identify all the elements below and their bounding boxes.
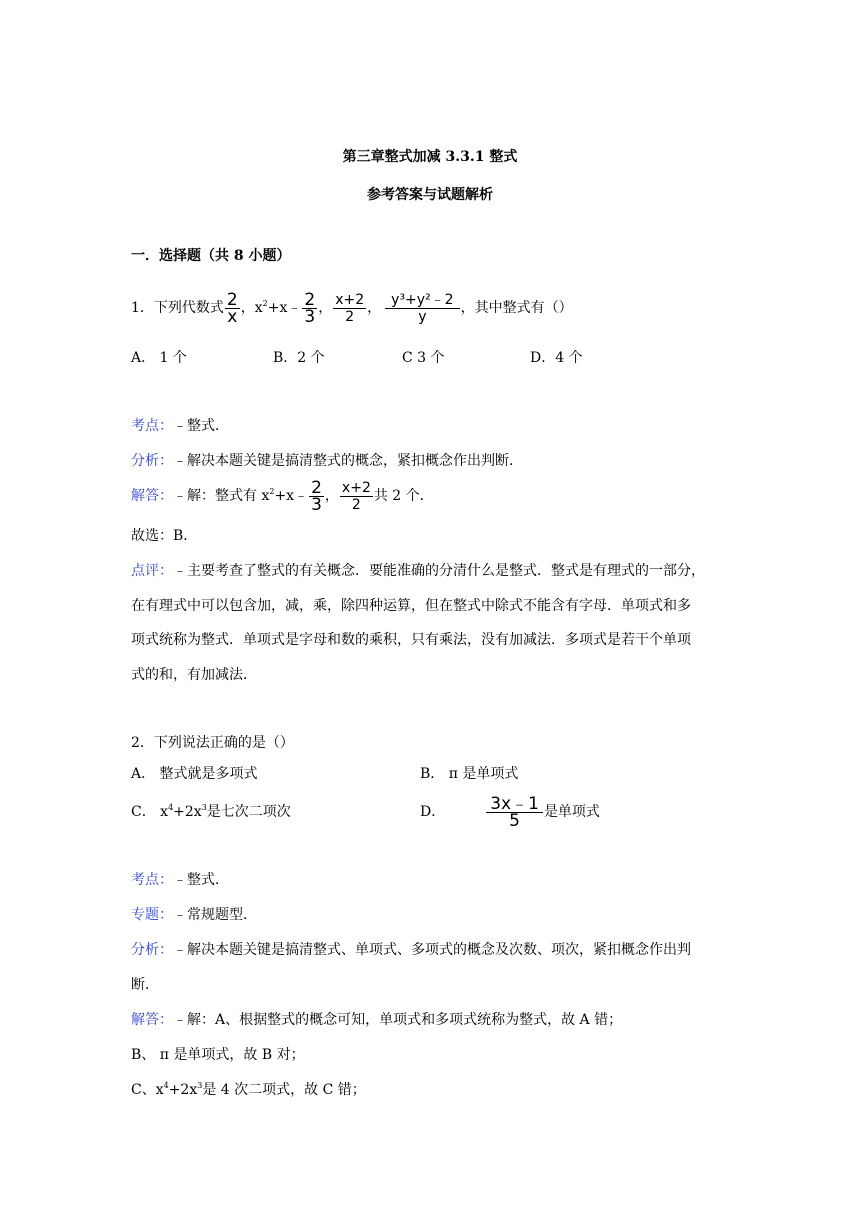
q2-option-b: B． π 是单项式 bbox=[420, 766, 519, 782]
q1-option-a: A． 1 个 bbox=[131, 350, 187, 366]
jieda-label: 解答： bbox=[131, 488, 173, 504]
q2-fenxi-line-1 bbox=[131, 940, 691, 960]
q1-term-exponent: 2 bbox=[262, 299, 268, 308]
q1-fraction-4: $\frac{\text{y³+y²﹣2}}{y}$ bbox=[385, 292, 459, 325]
q1-jieda bbox=[131, 478, 434, 514]
q2-jieda-line-3: C、$x^4+2x^3$是 4 次二项式，故 C 错； bbox=[131, 1081, 366, 1098]
jieda-fraction-1: $\frac{2}{3}$ bbox=[311, 477, 322, 515]
q2-option-a: A． 整式就是多项式 bbox=[131, 766, 258, 782]
q2-option-d: D． $\frac{3x﹣1}{5}$ 是单项式 bbox=[420, 793, 600, 831]
jieda-fraction-2: $\frac{x+2}{2}$ bbox=[341, 479, 371, 513]
q2-zhuanti bbox=[131, 905, 257, 925]
q1-option-b: B．2 个 bbox=[273, 350, 325, 366]
q1-term-rest: +x﹣ bbox=[267, 300, 302, 316]
q2-jieda-line-1 bbox=[131, 1010, 622, 1030]
q1-dianping-line-2: 在有理式中可以包含加，减，乘，除四种运算，但在整式中除式不能含有字母．单项式和多 bbox=[131, 598, 691, 614]
q1-option-c: C 3 个 bbox=[402, 350, 445, 366]
jieda-separator: ， bbox=[324, 488, 339, 504]
q1-prefix: 1．下列代数式 bbox=[131, 300, 224, 316]
jieda-exponent: 2 bbox=[269, 487, 275, 496]
zhuanti-label: 专题： bbox=[131, 907, 173, 923]
fenxi-label: 分析： bbox=[131, 453, 173, 469]
q1-option-d: D．4 个 bbox=[530, 350, 583, 366]
question-1-stem bbox=[131, 290, 573, 326]
q1-fraction-1: $\frac{2}{x}$ bbox=[226, 289, 238, 327]
jieda-suffix: 共 2 个． bbox=[373, 488, 434, 504]
kaodian-text: ﹣整式． bbox=[173, 418, 229, 434]
jieda-text: ﹣解：A、根据整式的概念可知，单项式和多项式统称为整式，故 A 错； bbox=[173, 1012, 623, 1028]
fenxi-text: ﹣解决本题关键是搞清整式、单项式、多项式的概念及次数、项次，紧扣概念作出判 bbox=[173, 942, 691, 958]
kaodian-text: ﹣整式． bbox=[173, 872, 229, 888]
q2-kaodian bbox=[131, 870, 229, 890]
zhuanti-text: ﹣常规题型． bbox=[173, 907, 257, 923]
fenxi-label: 分析： bbox=[131, 942, 173, 958]
q2-option-c: C． $x^4+2x^3$是七次二项次 bbox=[131, 803, 291, 820]
jieda-label: 解答： bbox=[131, 1012, 173, 1028]
question-2-stem: 2．下列说法正确的是（） bbox=[131, 735, 294, 751]
section-heading: 一．选择题（共 8 小题） bbox=[131, 248, 291, 264]
document-subtitle: 参考答案与试题解析 bbox=[367, 187, 493, 203]
document-title: 第三章整式加减 3.3.1 整式 bbox=[342, 149, 518, 165]
q1-fraction-2: $\frac{2}{3}$ bbox=[304, 289, 316, 327]
q1-term: ，x bbox=[240, 300, 263, 316]
q1-separator: ， bbox=[367, 300, 382, 316]
q1-suffix: ，其中整式有（） bbox=[460, 300, 573, 316]
dianping-label: 点评： bbox=[131, 563, 173, 579]
q2-option-d-fraction: $\frac{3x﹣1}{5}$ bbox=[486, 796, 543, 829]
q1-kaodian bbox=[131, 416, 229, 436]
q2-jieda-line-2: B、 π 是单项式，故 B 对； bbox=[131, 1047, 305, 1063]
dianping-text: ﹣主要考查了整式的有关概念．要能准确的分清什么是整式．整式是有理式的一部分， bbox=[173, 563, 705, 579]
q1-separator: ， bbox=[318, 300, 333, 316]
kaodian-label: 考点： bbox=[131, 872, 173, 888]
q1-fraction-3: $\frac{x+2}{2}$ bbox=[335, 291, 365, 325]
q1-fenxi bbox=[131, 451, 523, 471]
kaodian-label: 考点： bbox=[131, 418, 173, 434]
q2-fenxi-line-2: 断． bbox=[131, 977, 159, 993]
q1-dianping-line-3: 项式统称为整式．单项式是字母和数的乘积，只有乘法，没有加减法．多项式是若干个单项 bbox=[131, 632, 691, 648]
q1-dianping-line-4: 式的和，有加减法． bbox=[131, 667, 257, 683]
fenxi-text: ﹣解决本题关键是搞清整式的概念，紧扣概念作出判断． bbox=[173, 453, 523, 469]
q1-answer: 故选：B． bbox=[131, 528, 198, 544]
q1-dianping-line-1 bbox=[131, 561, 705, 581]
jieda-term: +x﹣ bbox=[274, 488, 309, 504]
jieda-text: ﹣解：整式有 x bbox=[173, 488, 270, 504]
